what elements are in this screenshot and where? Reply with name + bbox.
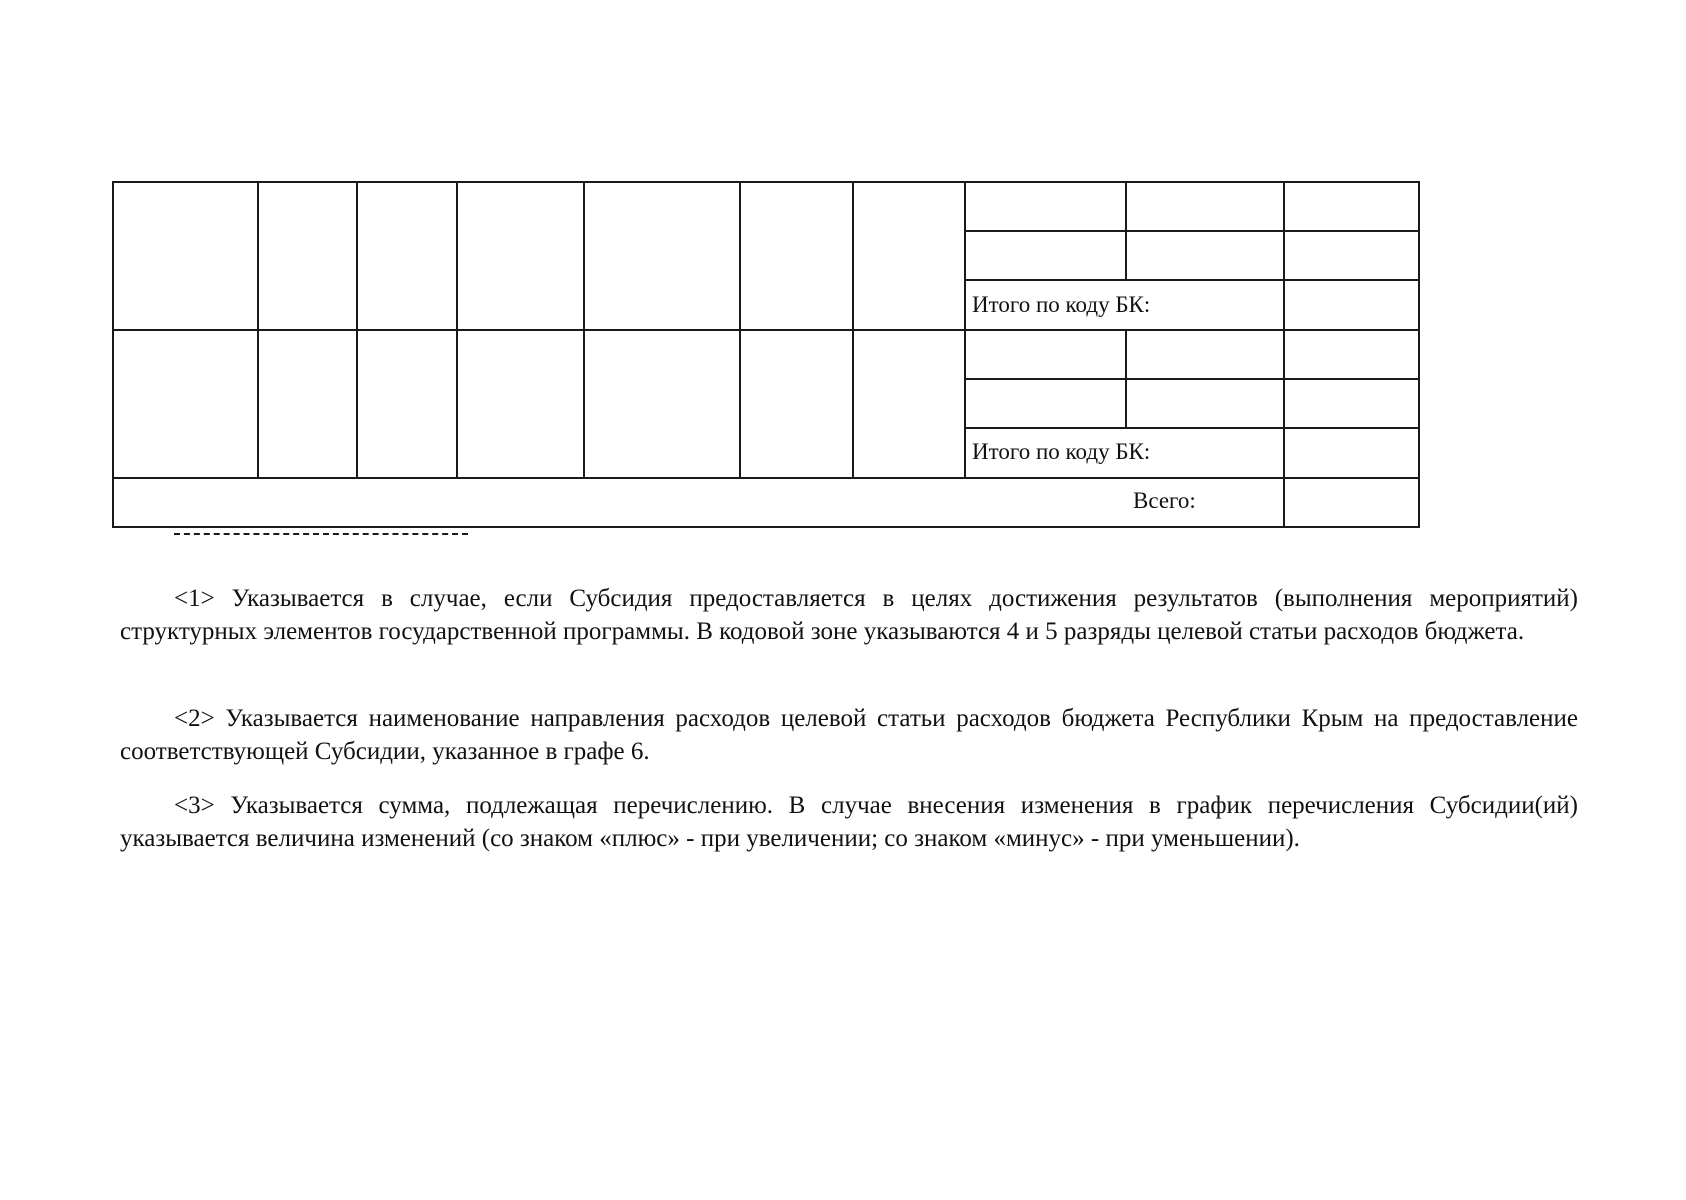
footnote-separator bbox=[174, 533, 468, 535]
table-col-divider bbox=[739, 181, 741, 479]
table-col-divider bbox=[1125, 181, 1127, 281]
table-border-left bbox=[112, 181, 114, 528]
table-col-divider bbox=[1283, 181, 1285, 528]
subtotal-label: Итого по коду БК: bbox=[972, 439, 1151, 464]
footnote-2: <2> Указывается наименование направления расходов целевой статьи расходов бюджета Республики Крым на предоставление соответствующей Субсидии, указанное в графе 6. bbox=[120, 705, 1578, 765]
table-row-divider bbox=[964, 279, 1420, 281]
table-border-bottom bbox=[112, 526, 1420, 528]
table-row-divider bbox=[964, 230, 1420, 232]
table-col-divider bbox=[583, 181, 585, 479]
table-row-divider bbox=[112, 477, 1420, 479]
table-col-divider bbox=[1125, 329, 1127, 429]
table-border-top bbox=[112, 181, 1420, 183]
table-col-divider bbox=[852, 181, 854, 479]
table-border-right bbox=[1418, 181, 1420, 528]
table-col-divider bbox=[964, 181, 966, 479]
table-row-divider bbox=[112, 329, 1420, 331]
total-label: Всего: bbox=[1133, 488, 1196, 513]
footnote-1: <1> Указывается в случае, если Субсидия предоставляется в целях достижения результатов (выполнения мероприятий) структурных элементов государственной программы. В кодовой зоне указываются 4 и 5 разряды целевой статьи расходов бюджета. bbox=[120, 585, 1578, 645]
table-col-divider bbox=[456, 181, 458, 479]
table-row-divider bbox=[964, 427, 1420, 429]
table-row-divider bbox=[964, 378, 1420, 380]
transfer-schedule-table bbox=[112, 181, 1420, 528]
table-col-divider bbox=[257, 181, 259, 479]
table-col-divider bbox=[356, 181, 358, 479]
footnote-3: <3> Указывается сумма, подлежащая перечислению. В случае внесения изменения в график перечисления Субсидии(ий) указывается величина изменений (со знаком «плюс» - при увеличении; со знаком «минус» - при уменьшении). bbox=[120, 792, 1578, 852]
subtotal-label: Итого по коду БК: bbox=[972, 292, 1151, 317]
